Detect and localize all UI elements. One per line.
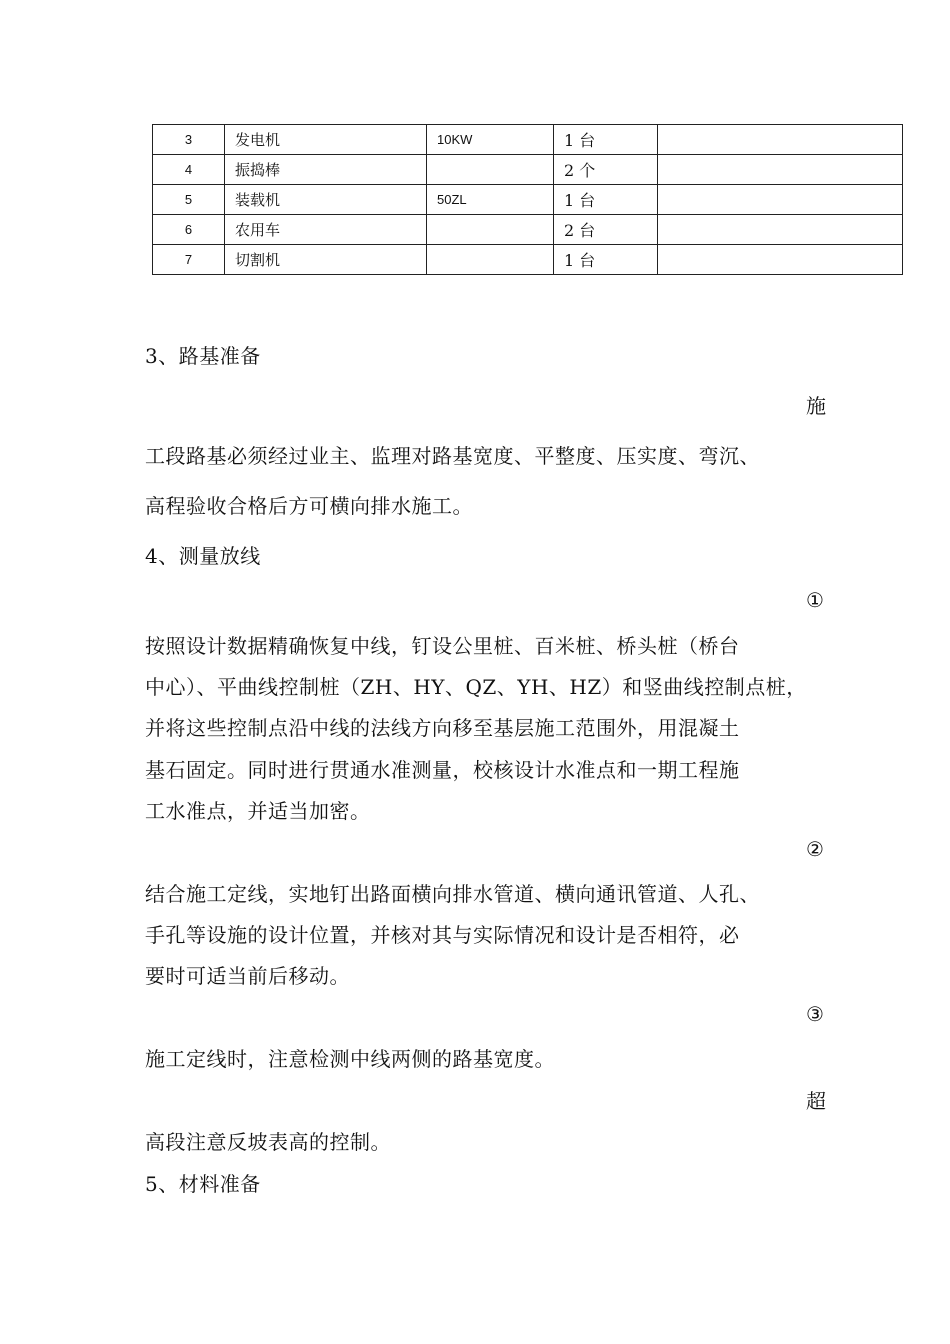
paragraph-line: 基石固定。同时进行贯通水准测量，校核设计水准点和一期工程施 xyxy=(145,758,740,782)
equipment-name: 振捣棒 xyxy=(225,155,427,185)
paragraph-line: 施工定线时，注意检测中线两侧的路基宽度。 xyxy=(145,1047,555,1071)
paragraph-line: 手孔等设施的设计位置，并核对其与实际情况和设计是否相符，必 xyxy=(145,923,740,947)
table-row xyxy=(153,215,903,245)
item-marker-3: ③ xyxy=(806,1002,824,1026)
table-row xyxy=(153,155,903,185)
equipment-spec: 50ZL xyxy=(427,185,554,215)
paragraph-line: 高段注意反坡表高的控制。 xyxy=(145,1130,391,1154)
paragraph-line: 并将这些控制点沿中线的法线方向移至基层施工范围外，用混凝土 xyxy=(145,716,740,740)
equipment-spec: 10KW xyxy=(427,125,554,155)
equipment-note xyxy=(658,125,903,155)
section-heading-survey: 4、测量放线 xyxy=(145,544,261,568)
equipment-quantity: 1 台 xyxy=(554,245,658,275)
row-number: 3 xyxy=(153,125,225,155)
equipment-spec xyxy=(427,245,554,275)
table-row xyxy=(153,125,903,155)
row-number: 7 xyxy=(153,245,225,275)
paragraph-line: 按照设计数据精确恢复中线，钉设公里桩、百米桩、桥头桩（桥台 xyxy=(145,634,740,658)
paragraph-line: 中心）、平曲线控制桩（ZH、HY、QZ、YH、HZ）和竖曲线控制点桩， xyxy=(145,675,807,699)
equipment-name: 发电机 xyxy=(225,125,427,155)
equipment-name: 切割机 xyxy=(225,245,427,275)
equipment-quantity: 1 台 xyxy=(554,185,658,215)
equipment-note xyxy=(658,245,903,275)
table-row xyxy=(153,185,903,215)
equipment-table xyxy=(152,124,903,275)
paragraph-line: 结合施工定线，实地钉出路面横向排水管道、横向通讯管道、人孔、 xyxy=(145,882,760,906)
equipment-note xyxy=(658,185,903,215)
equipment-quantity: 1 台 xyxy=(554,125,658,155)
row-number: 6 xyxy=(153,215,225,245)
equipment-quantity: 2 个 xyxy=(554,155,658,185)
paragraph-line: 工段路基必须经过业主、监理对路基宽度、平整度、压实度、弯沉、 xyxy=(145,444,760,468)
equipment-spec xyxy=(427,215,554,245)
paragraph-line: 要时可适当前后移动。 xyxy=(145,964,350,988)
equipment-note xyxy=(658,155,903,185)
paragraph-first-char: 超 xyxy=(806,1089,826,1113)
paragraph-first-char: 施 xyxy=(806,394,826,418)
row-number: 5 xyxy=(153,185,225,215)
item-marker-2: ② xyxy=(806,837,824,861)
equipment-name: 农用车 xyxy=(225,215,427,245)
section-heading-subgrade: 3、路基准备 xyxy=(145,344,261,368)
table-row xyxy=(153,245,903,275)
equipment-spec xyxy=(427,155,554,185)
row-number: 4 xyxy=(153,155,225,185)
equipment-name: 装载机 xyxy=(225,185,427,215)
section-heading-materials: 5、材料准备 xyxy=(145,1172,261,1196)
paragraph-line: 高程验收合格后方可横向排水施工。 xyxy=(145,494,473,518)
item-marker-1: ① xyxy=(806,588,824,612)
equipment-quantity: 2 台 xyxy=(554,215,658,245)
equipment-note xyxy=(658,215,903,245)
paragraph-line: 工水准点，并适当加密。 xyxy=(145,799,371,823)
